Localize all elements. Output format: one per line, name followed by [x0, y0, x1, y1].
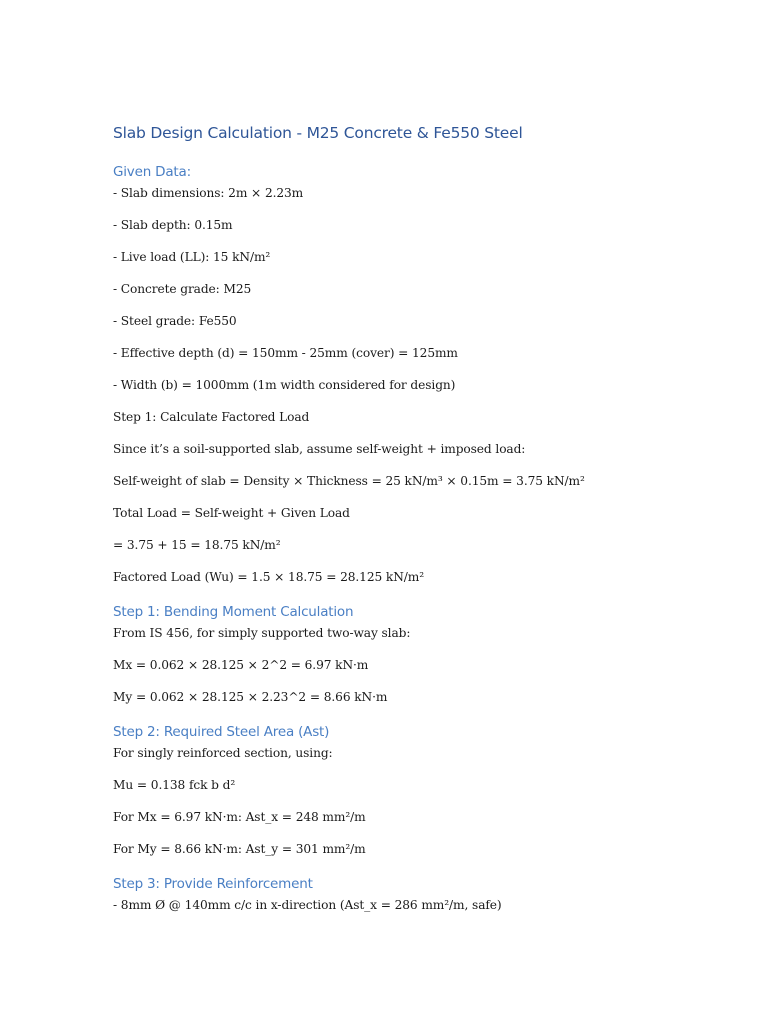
factored-load-assumption: Since it’s a soil-supported slab, assume self-weight + imposed load: [113, 442, 526, 456]
given-slab-depth: - Slab depth: 0.15m [113, 218, 233, 232]
step3-reinforcement-x: - 8mm Ø @ 140mm c/c in x-direction (Ast_x = 286 mm²/m, safe) [113, 898, 502, 912]
step2-ast-x: For Mx = 6.97 kN·m: Ast_x = 248 mm²/m [113, 810, 366, 824]
total-load-definition: Total Load = Self-weight + Given Load [113, 506, 350, 520]
step1-heading: Step 1: Bending Moment Calculation [113, 604, 354, 620]
step2-intro: For singly reinforced section, using: [113, 746, 333, 760]
step1-intro: From IS 456, for simply supported two-way slab: [113, 626, 411, 640]
step1-my: My = 0.062 × 28.125 × 2.23^2 = 8.66 kN·m [113, 690, 388, 704]
given-effective-depth: - Effective depth (d) = 150mm - 25mm (cover) = 125mm [113, 346, 458, 360]
given-concrete-grade: - Concrete grade: M25 [113, 282, 252, 296]
document-title: Slab Design Calculation - M25 Concrete & Fe550 Steel [113, 124, 523, 142]
step1-mx: Mx = 0.062 × 28.125 × 2^2 = 6.97 kN·m [113, 658, 369, 672]
total-load-value: = 3.75 + 15 = 18.75 kN/m² [113, 538, 281, 552]
step2-mu-formula: Mu = 0.138 fck b d² [113, 778, 236, 792]
given-width: - Width (b) = 1000mm (1m width considered for design) [113, 378, 456, 392]
factored-load-step-title: Step 1: Calculate Factored Load [113, 410, 310, 424]
given-live-load: - Live load (LL): 15 kN/m² [113, 250, 271, 264]
given-data-heading: Given Data: [113, 164, 191, 180]
given-slab-dimensions: - Slab dimensions: 2m × 2.23m [113, 186, 304, 200]
self-weight-calculation: Self-weight of slab = Density × Thickness = 25 kN/m³ × 0.15m = 3.75 kN/m² [113, 474, 585, 488]
factored-load-value: Factored Load (Wu) = 1.5 × 18.75 = 28.125 kN/m² [113, 570, 425, 584]
step2-ast-y: For My = 8.66 kN·m: Ast_y = 301 mm²/m [113, 842, 366, 856]
step3-heading: Step 3: Provide Reinforcement [113, 876, 313, 892]
step2-heading: Step 2: Required Steel Area (Ast) [113, 724, 330, 740]
given-steel-grade: - Steel grade: Fe550 [113, 314, 237, 328]
